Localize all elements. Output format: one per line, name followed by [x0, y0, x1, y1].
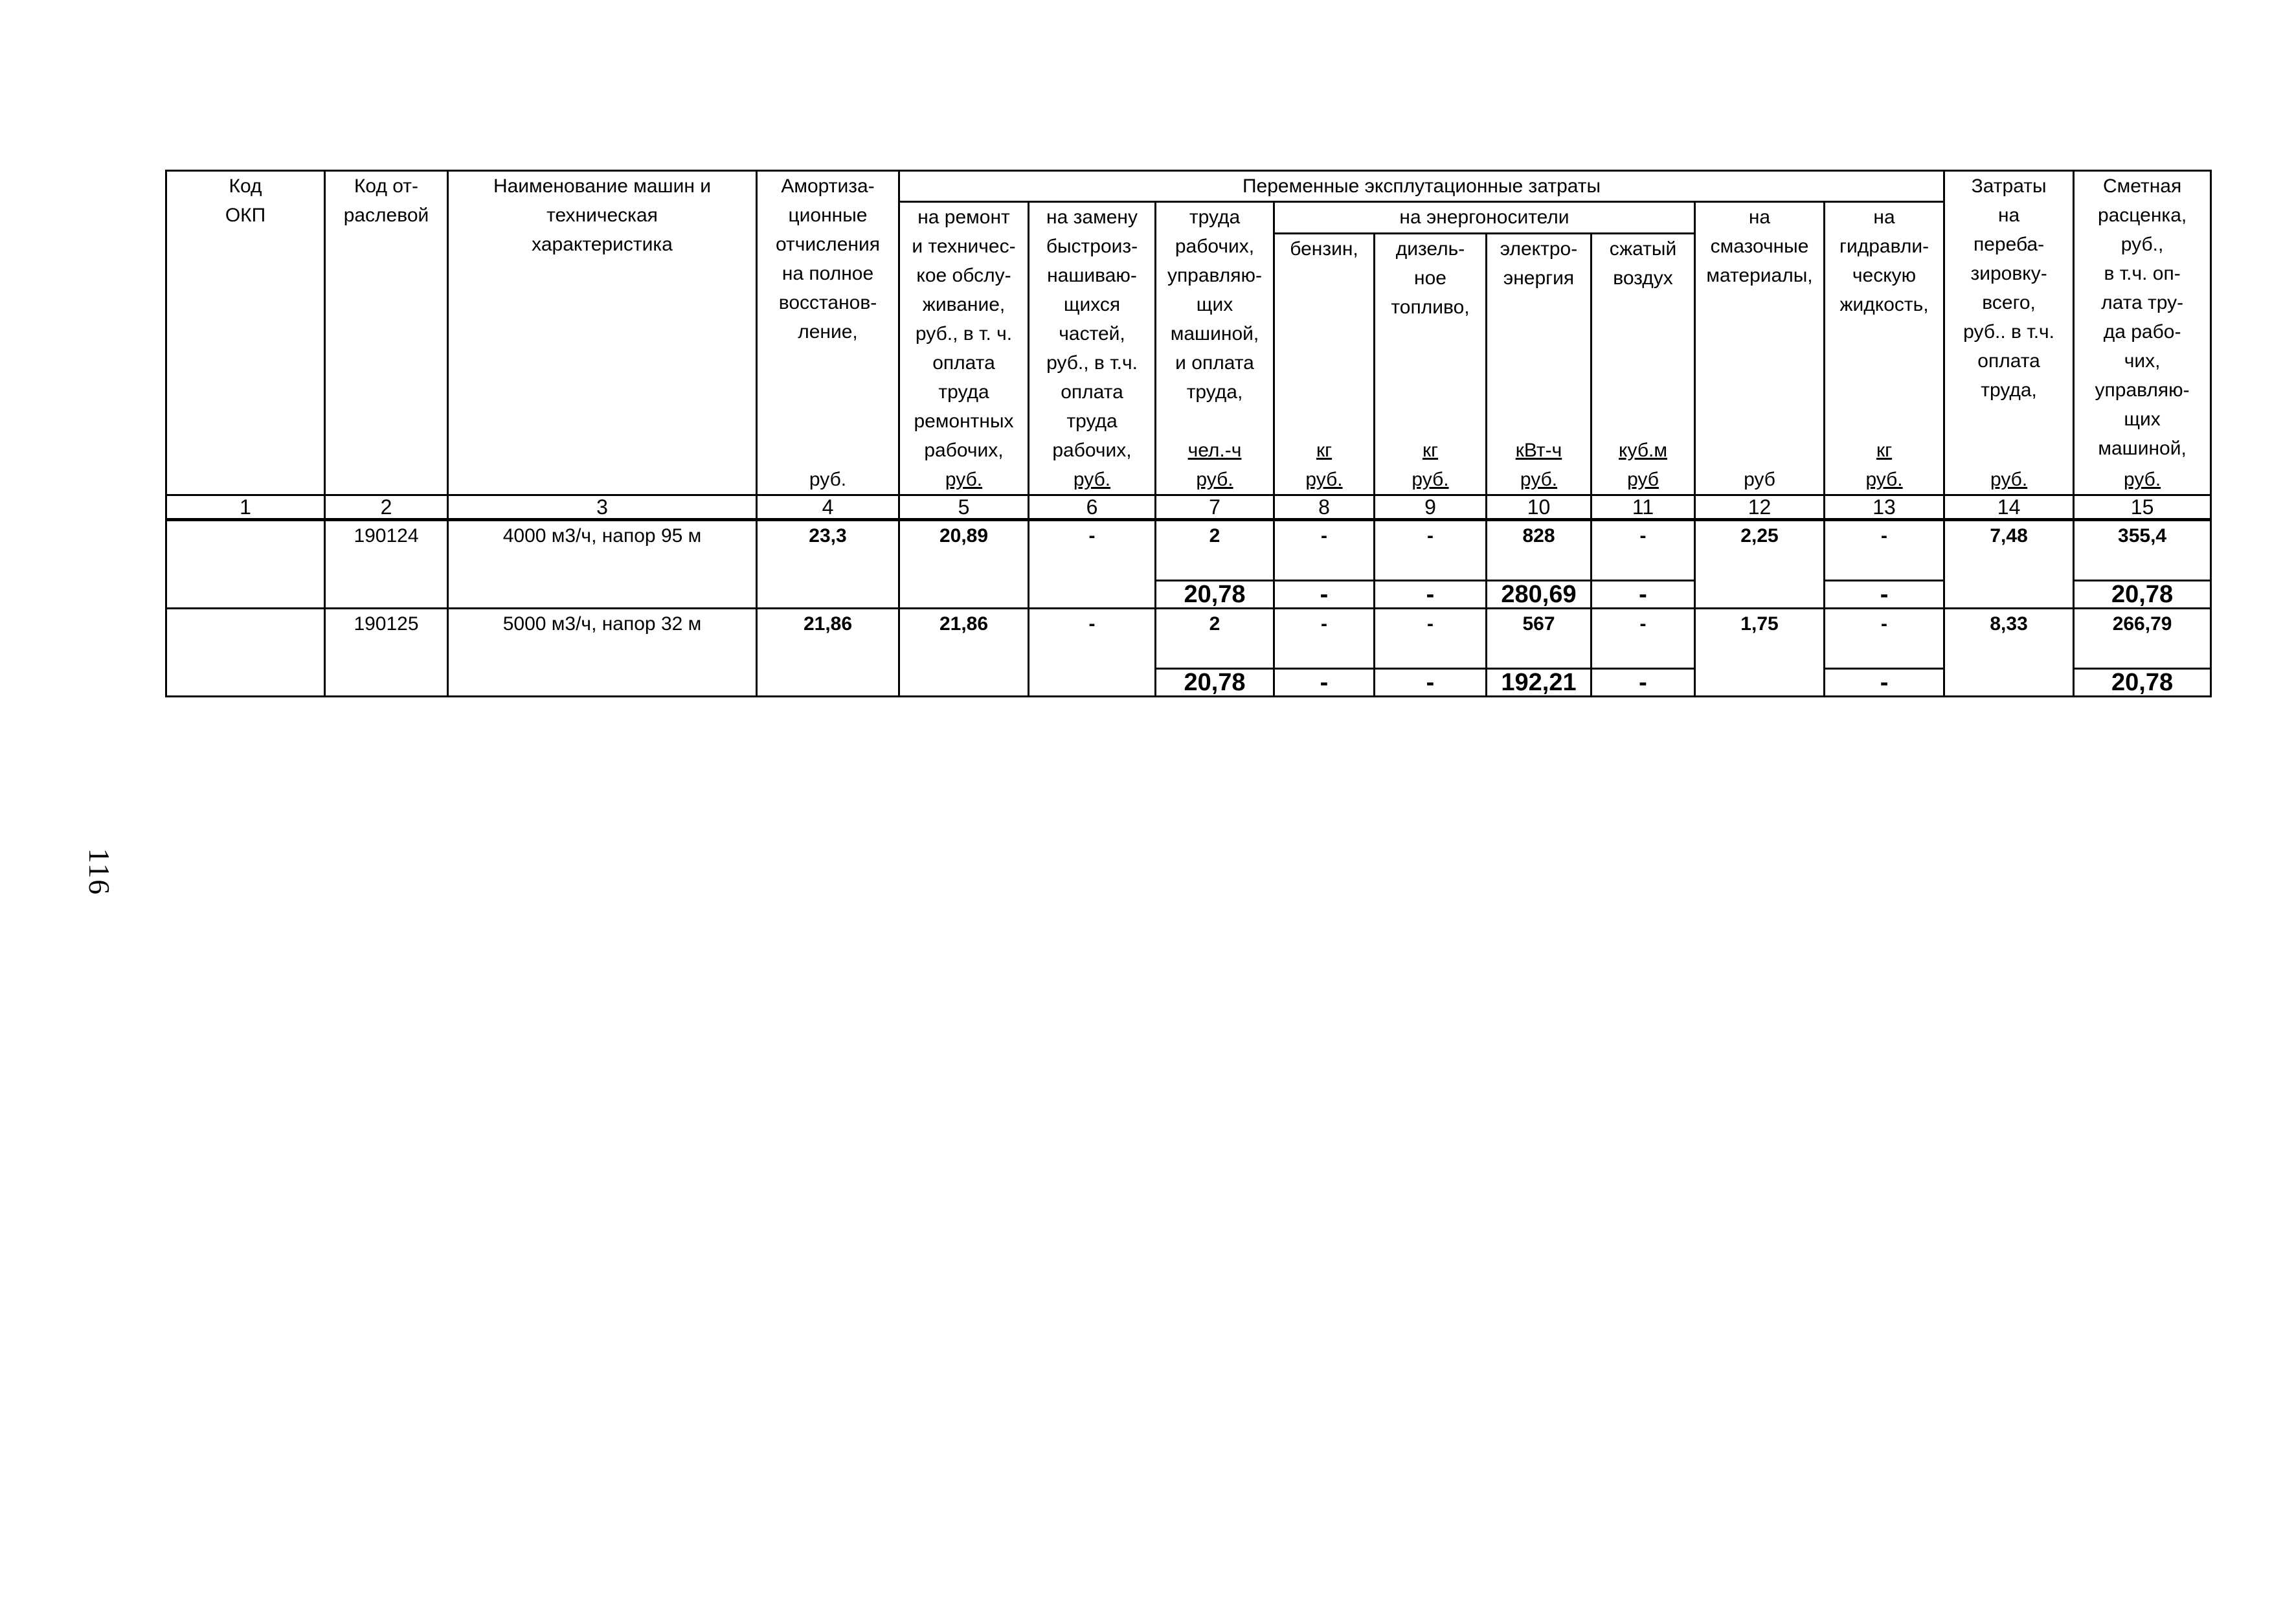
parts-cell: -: [1029, 520, 1156, 609]
column-number-row: [166, 495, 2211, 520]
air-rub-cell: -: [1591, 581, 1695, 609]
estimate-total-cell: 355,4: [2074, 520, 2211, 581]
column-number: 1: [166, 495, 325, 520]
petrol-kg-cell: -: [1274, 609, 1375, 669]
electricity-kwh-cell: 828: [1487, 520, 1591, 581]
column-number: 15: [2074, 495, 2211, 520]
header-variable-costs: Переменные эксплутационные затраты: [899, 171, 1944, 202]
transfer-cell: 7,48: [1944, 520, 2074, 609]
branch-code-cell: 190124: [325, 520, 448, 609]
page-number: 116: [83, 848, 116, 896]
table-row: [166, 609, 2211, 669]
header-branch-code: Код от- раслевой: [325, 171, 448, 495]
machine-name-cell: 4000 м3/ч, напор 95 м: [448, 520, 757, 609]
column-number: 12: [1695, 495, 1825, 520]
estimate-labor-cell: 20,78: [2074, 581, 2211, 609]
header-amortization: Амортиза- ционные отчисления на полное восстанов- ление, руб.: [757, 171, 899, 495]
okp-cell: [166, 609, 325, 697]
amortization-cell: 21,86: [757, 609, 899, 697]
column-number: 6: [1029, 495, 1156, 520]
air-rub-cell: -: [1591, 669, 1695, 697]
labor-rub-cell: 20,78: [1156, 581, 1274, 609]
hydraulic-rub-cell: -: [1825, 669, 1944, 697]
column-number: 3: [448, 495, 757, 520]
diesel-rub-cell: -: [1375, 581, 1487, 609]
labor-rub-cell: 20,78: [1156, 669, 1274, 697]
column-number: 11: [1591, 495, 1695, 520]
column-number: 7: [1156, 495, 1274, 520]
column-number: 10: [1487, 495, 1591, 520]
column-number: 9: [1375, 495, 1487, 520]
machine-name-cell: 5000 м3/ч, напор 32 м: [448, 609, 757, 697]
hydraulic-kg-cell: -: [1825, 609, 1944, 669]
estimate-labor-cell: 20,78: [2074, 669, 2211, 697]
header-petrol: бензин, кг руб.: [1274, 234, 1375, 495]
header-hydraulic: на гидравли- ческую жидкость, кг руб.: [1825, 202, 1944, 495]
branch-code-cell: 190125: [325, 609, 448, 697]
column-number: 14: [1944, 495, 2074, 520]
petrol-rub-cell: -: [1274, 669, 1375, 697]
header-energy: на энергоносители: [1274, 202, 1695, 234]
column-number: 13: [1825, 495, 1944, 520]
table-row: [166, 520, 2211, 581]
column-number: 8: [1274, 495, 1375, 520]
electricity-kwh-cell: 567: [1487, 609, 1591, 669]
estimate-total-cell: 266,79: [2074, 609, 2211, 669]
electricity-rub-cell: 192,21: [1487, 669, 1591, 697]
header-estimate: Сметная расценка, руб., в т.ч. оп- лата тру- да рабо- чих, управляю- щих машиной, руб.: [2074, 171, 2211, 495]
petrol-rub-cell: -: [1274, 581, 1375, 609]
column-number: 5: [899, 495, 1029, 520]
header-labor: труда рабочих, управляю- щих машиной, и оплата труда, чел.-ч руб.: [1156, 202, 1274, 495]
repair-cell: 20,89: [899, 520, 1029, 609]
diesel-rub-cell: -: [1375, 669, 1487, 697]
diesel-kg-cell: -: [1375, 609, 1487, 669]
header-transfer: Затраты на переба- зировку- всего, руб.. в т.ч. оплата труда, руб.: [1944, 171, 2074, 495]
header-lubricants: на смазочные материалы, руб: [1695, 202, 1825, 495]
diesel-kg-cell: -: [1375, 520, 1487, 581]
transfer-cell: 8,33: [1944, 609, 2074, 697]
column-number: 2: [325, 495, 448, 520]
parts-cell: -: [1029, 609, 1156, 697]
column-number: 4: [757, 495, 899, 520]
lubricants-cell: 2,25: [1695, 520, 1825, 609]
header-parts: на замену быстроиз- нашиваю- щихся частей, руб., в т.ч. оплата труда рабочих, руб.: [1029, 202, 1156, 495]
labor-hours-cell: 2: [1156, 609, 1274, 669]
okp-cell: [166, 520, 325, 609]
header-compressed-air: сжатый воздух куб.м руб: [1591, 234, 1695, 495]
air-m3-cell: -: [1591, 520, 1695, 581]
header-electricity: электро- энергия кВт-ч руб.: [1487, 234, 1591, 495]
repair-cell: 21,86: [899, 609, 1029, 697]
header-machine-name: Наименование машин и техническая характеристика: [448, 171, 757, 495]
hydraulic-kg-cell: -: [1825, 520, 1944, 581]
amortization-cell: 23,3: [757, 520, 899, 609]
price-table: [165, 170, 2212, 697]
lubricants-cell: 1,75: [1695, 609, 1825, 697]
air-m3-cell: -: [1591, 609, 1695, 669]
header-repair: на ремонт и техничес- кое обслу- живание, руб., в т. ч. оплата труда ремонтных рабочих, руб.: [899, 202, 1029, 495]
header-diesel: дизель- ное топливо, кг руб.: [1375, 234, 1487, 495]
header-okp: Код ОКП: [166, 171, 325, 495]
labor-hours-cell: 2: [1156, 520, 1274, 581]
petrol-kg-cell: -: [1274, 520, 1375, 581]
hydraulic-rub-cell: -: [1825, 581, 1944, 609]
electricity-rub-cell: 280,69: [1487, 581, 1591, 609]
